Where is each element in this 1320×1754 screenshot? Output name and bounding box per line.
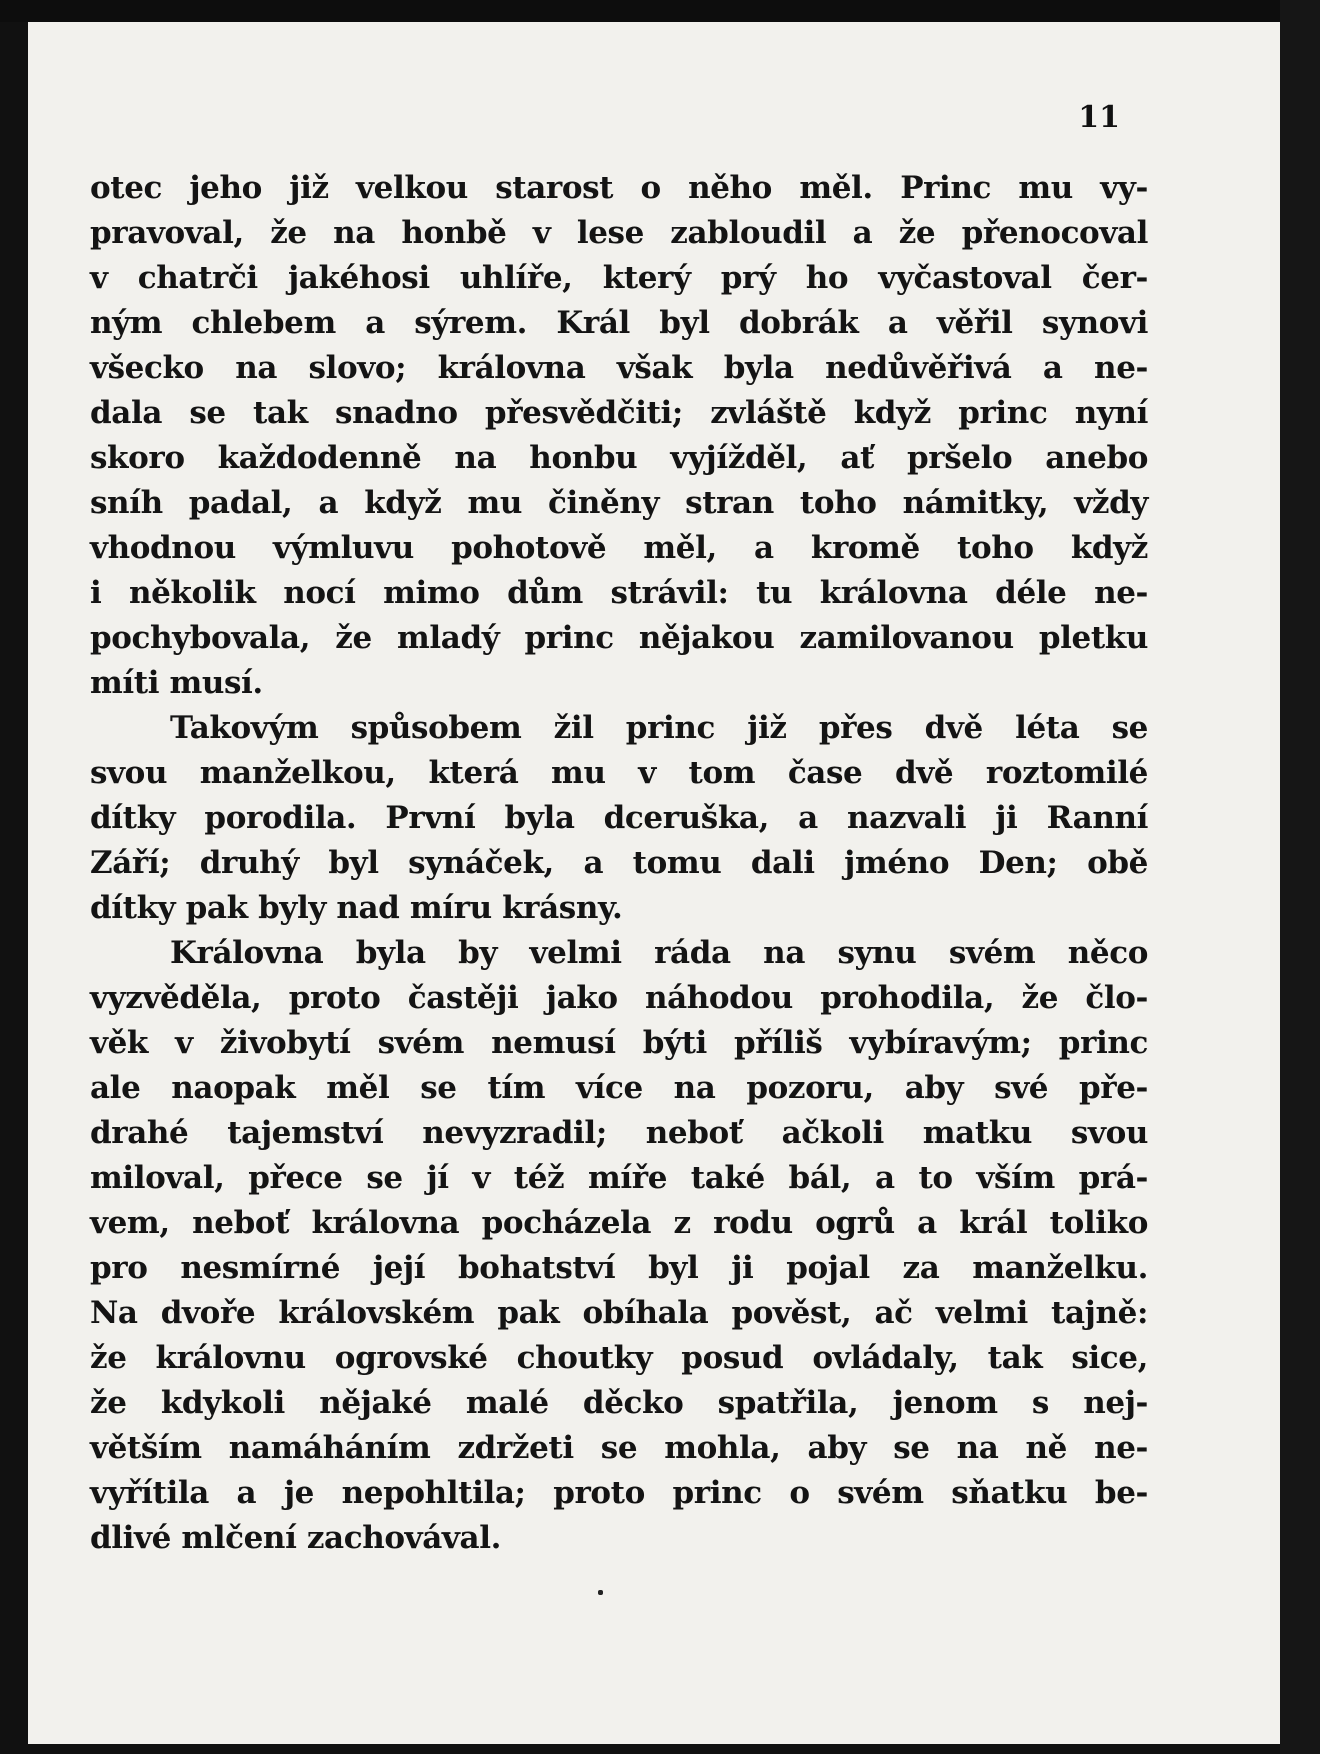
text-line: otec jeho již velkou starost o něho měl. Princ mu vy- bbox=[90, 170, 1148, 206]
scan-border-top bbox=[0, 0, 1320, 22]
text-line: že kdykoli nějaké malé děcko spatřila, jenom s nej- bbox=[90, 1385, 1148, 1421]
text-line: pro nesmírné její bohatství byl ji pojal za manželku. bbox=[90, 1250, 1148, 1286]
text-line: že královnu ogrovské choutky posud ovládaly, tak sice, bbox=[90, 1340, 1148, 1376]
text-line: skoro každodenně na honbu vyjížděl, ať pršelo anebo bbox=[90, 440, 1148, 476]
text-line: sníh padal, a když mu činěny stran toho námitky, vždy bbox=[90, 485, 1148, 521]
text-line: svou manželkou, která mu v tom čase dvě roztomilé bbox=[90, 755, 1148, 791]
text-line: větším namáháním zdržeti se mohla, aby se na ně ne- bbox=[90, 1430, 1148, 1466]
page-number: 11 bbox=[1078, 100, 1120, 135]
text-line: dala se tak snadno přesvědčiti; zvláště když princ nyní bbox=[90, 395, 1148, 431]
book-page bbox=[28, 22, 1280, 1744]
ink-speck bbox=[598, 1590, 603, 1595]
text-line: Takovým spůsobem žil princ již přes dvě léta se bbox=[170, 710, 1148, 746]
text-line: všecko na slovo; královna však byla nedůvěřivá a ne- bbox=[90, 350, 1148, 386]
text-line: drahé tajemství nevyzradil; neboť ačkoli matku svou bbox=[90, 1115, 1148, 1151]
text-line: v chatrči jakéhosi uhlíře, který prý ho vyčastoval čer- bbox=[90, 260, 1148, 296]
text-line: dlivé mlčení zachovával. bbox=[90, 1520, 501, 1556]
scan-border-right bbox=[1280, 0, 1320, 1754]
text-line: Na dvoře královském pak obíhala pověst, ač velmi tajně: bbox=[90, 1295, 1148, 1331]
text-line: vem, neboť královna pocházela z rodu ogrů a král toliko bbox=[90, 1205, 1148, 1241]
text-line: ným chlebem a sýrem. Král byl dobrák a věřil synovi bbox=[90, 305, 1148, 341]
text-line: vyřítila a je nepohltila; proto princ o svém sňatku be- bbox=[90, 1475, 1148, 1511]
text-line: pochybovala, že mladý princ nějakou zamilovanou pletku bbox=[90, 620, 1148, 656]
text-line: vhodnou výmluvu pohotově měl, a kromě toho když bbox=[90, 530, 1148, 566]
text-line: pravoval, že na honbě v lese zabloudil a že přenocoval bbox=[90, 215, 1148, 251]
text-line: miloval, přece se jí v též míře také bál, a to vším prá- bbox=[90, 1160, 1148, 1196]
text-line: věk v živobytí svém nemusí býti příliš vybíravým; princ bbox=[90, 1025, 1148, 1061]
text-line: dítky pak byly nad míru krásny. bbox=[90, 890, 623, 926]
text-line: dítky porodila. První byla dceruška, a nazvali ji Ranní bbox=[90, 800, 1148, 836]
body-text bbox=[90, 166, 1148, 1561]
text-line: i několik nocí mimo dům strávil: tu královna déle ne- bbox=[90, 575, 1148, 611]
text-line: míti musí. bbox=[90, 665, 263, 701]
text-line: vyzvěděla, proto častěji jako náhodou prohodila, že člo- bbox=[90, 980, 1148, 1016]
text-line: Září; druhý byl synáček, a tomu dali jméno Den; obě bbox=[90, 845, 1148, 881]
text-line: Královna byla by velmi ráda na synu svém něco bbox=[170, 935, 1148, 971]
text-line: ale naopak měl se tím více na pozoru, aby své pře- bbox=[90, 1070, 1148, 1106]
